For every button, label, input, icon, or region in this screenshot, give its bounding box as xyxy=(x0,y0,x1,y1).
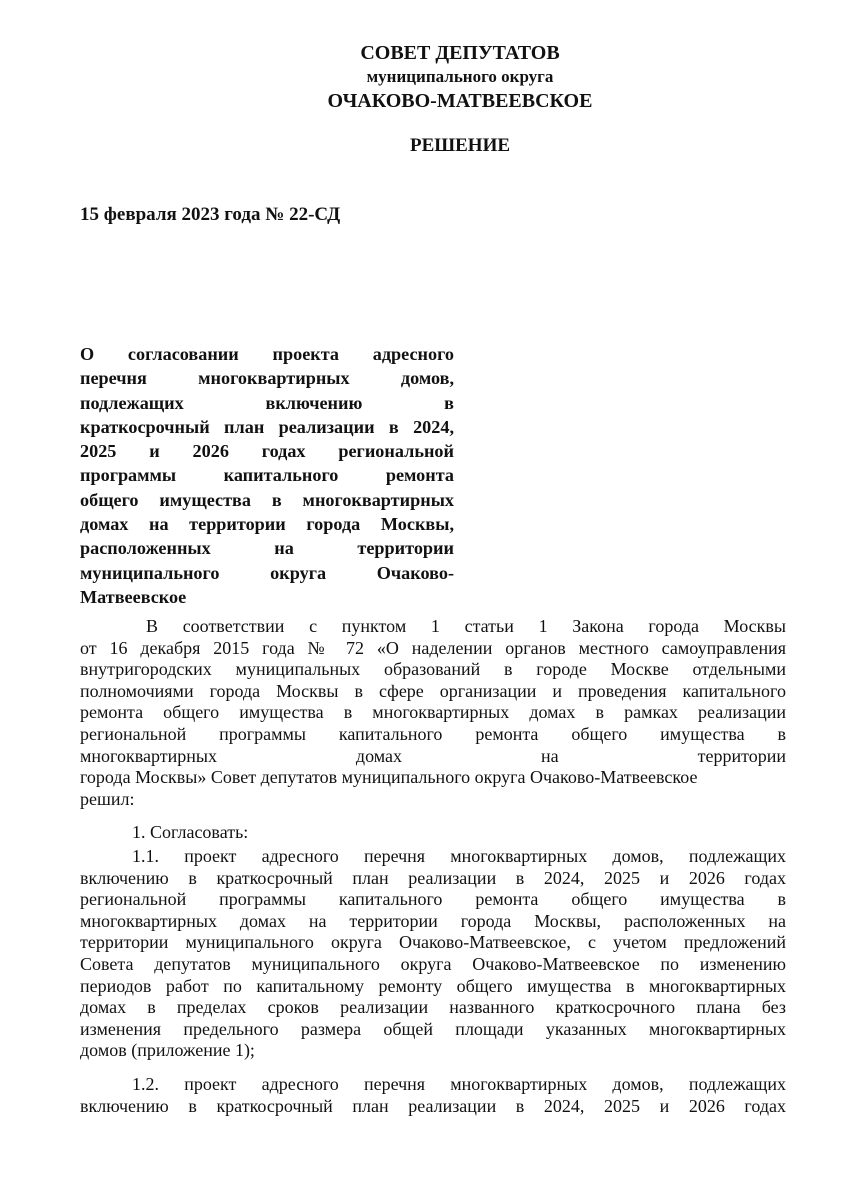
body-line: внутригородских муниципальных образований в городе Москве отдельными xyxy=(80,659,786,680)
district-name: ОЧАКОВО-МАТВЕЕВСКОЕ xyxy=(327,90,593,112)
item-1-2-paragraph xyxy=(80,1074,786,1117)
body-line: многоквартирных домах на территории xyxy=(80,745,786,766)
body-line: полномочиями города Москвы в сфере организации и проведения капитального xyxy=(80,680,786,701)
item-1-1-paragraph xyxy=(80,846,786,1062)
title-line: общего имущества в многоквартирных xyxy=(80,489,454,510)
title-line: краткосрочный план реализации в 2024, xyxy=(80,416,454,437)
body-line: от 16 декабря 2015 года № 72 «О наделении органов местного самоуправления xyxy=(80,637,786,658)
body-line: изменения предельного размера общей площади указанных многоквартирных xyxy=(80,1018,786,1039)
decision-title xyxy=(80,342,454,609)
body-line: города Москвы» Совет депутатов муниципального округа Очаково-Матвеевское xyxy=(80,767,698,788)
body-line: решил: xyxy=(80,788,135,809)
body-line: ремонта общего имущества в многоквартирных домах в рамках реализации xyxy=(80,702,786,723)
title-line: домах на территории города Москвы, xyxy=(80,514,454,535)
body-line: 1.1. проект адресного перечня многоквартирных домов, подлежащих xyxy=(132,846,786,866)
title-line: Матвеевское xyxy=(80,586,187,607)
body-line: домов (приложение 1); xyxy=(80,1040,255,1061)
body-line: В соответствии с пунктом 1 статьи 1 Закона города Москвы xyxy=(146,616,786,636)
document-type: РЕШЕНИЕ xyxy=(409,135,511,156)
body-line: 1.2. проект адресного перечня многоквартирных домов, подлежащих xyxy=(132,1074,786,1094)
organization-subtitle: муниципального округа xyxy=(366,67,554,86)
body-line: Совета депутатов муниципального округа Очаково-Матвеевское по изменению xyxy=(80,953,786,974)
body-line: периодов работ по капитальному ремонту общего имущества в многоквартирных xyxy=(80,975,786,996)
body-line: включению в краткосрочный план реализации в 2024, 2025 и 2026 годах xyxy=(80,1095,786,1116)
decision-date-number: 15 февраля 2023 года № 22-СД xyxy=(80,204,341,225)
title-line: перечня многоквартирных домов, xyxy=(80,368,454,389)
organization-title: СОВЕТ ДЕПУТАТОВ xyxy=(360,42,560,64)
title-line: расположенных на территории xyxy=(80,538,454,559)
body-line: региональной программы капитального ремонта общего имущества в xyxy=(80,889,786,910)
body-line: региональной программы капитального ремонта общего имущества в xyxy=(80,723,786,744)
preamble-paragraph xyxy=(80,616,786,810)
title-line: муниципального округа Очаково- xyxy=(80,562,454,583)
title-line: 2025 и 2026 годах региональной xyxy=(80,441,454,462)
body-line: многоквартирных домах на территории города Москвы, расположенных на xyxy=(80,910,786,931)
item-1-label: 1. Согласовать: xyxy=(132,822,249,842)
title-line: подлежащих включению в xyxy=(80,392,454,413)
body-line: включению в краткосрочный план реализации в 2024, 2025 и 2026 годах xyxy=(80,867,786,888)
item-1 xyxy=(80,822,786,844)
body-line: территории муниципального округа Очаково-Матвеевское, с учетом предложений xyxy=(80,932,786,953)
title-line: О согласовании проекта адресного xyxy=(80,344,454,364)
body-line: домах в пределах сроков реализации названного краткосрочного плана без xyxy=(80,997,786,1018)
title-line: программы капитального ремонта xyxy=(80,465,454,486)
